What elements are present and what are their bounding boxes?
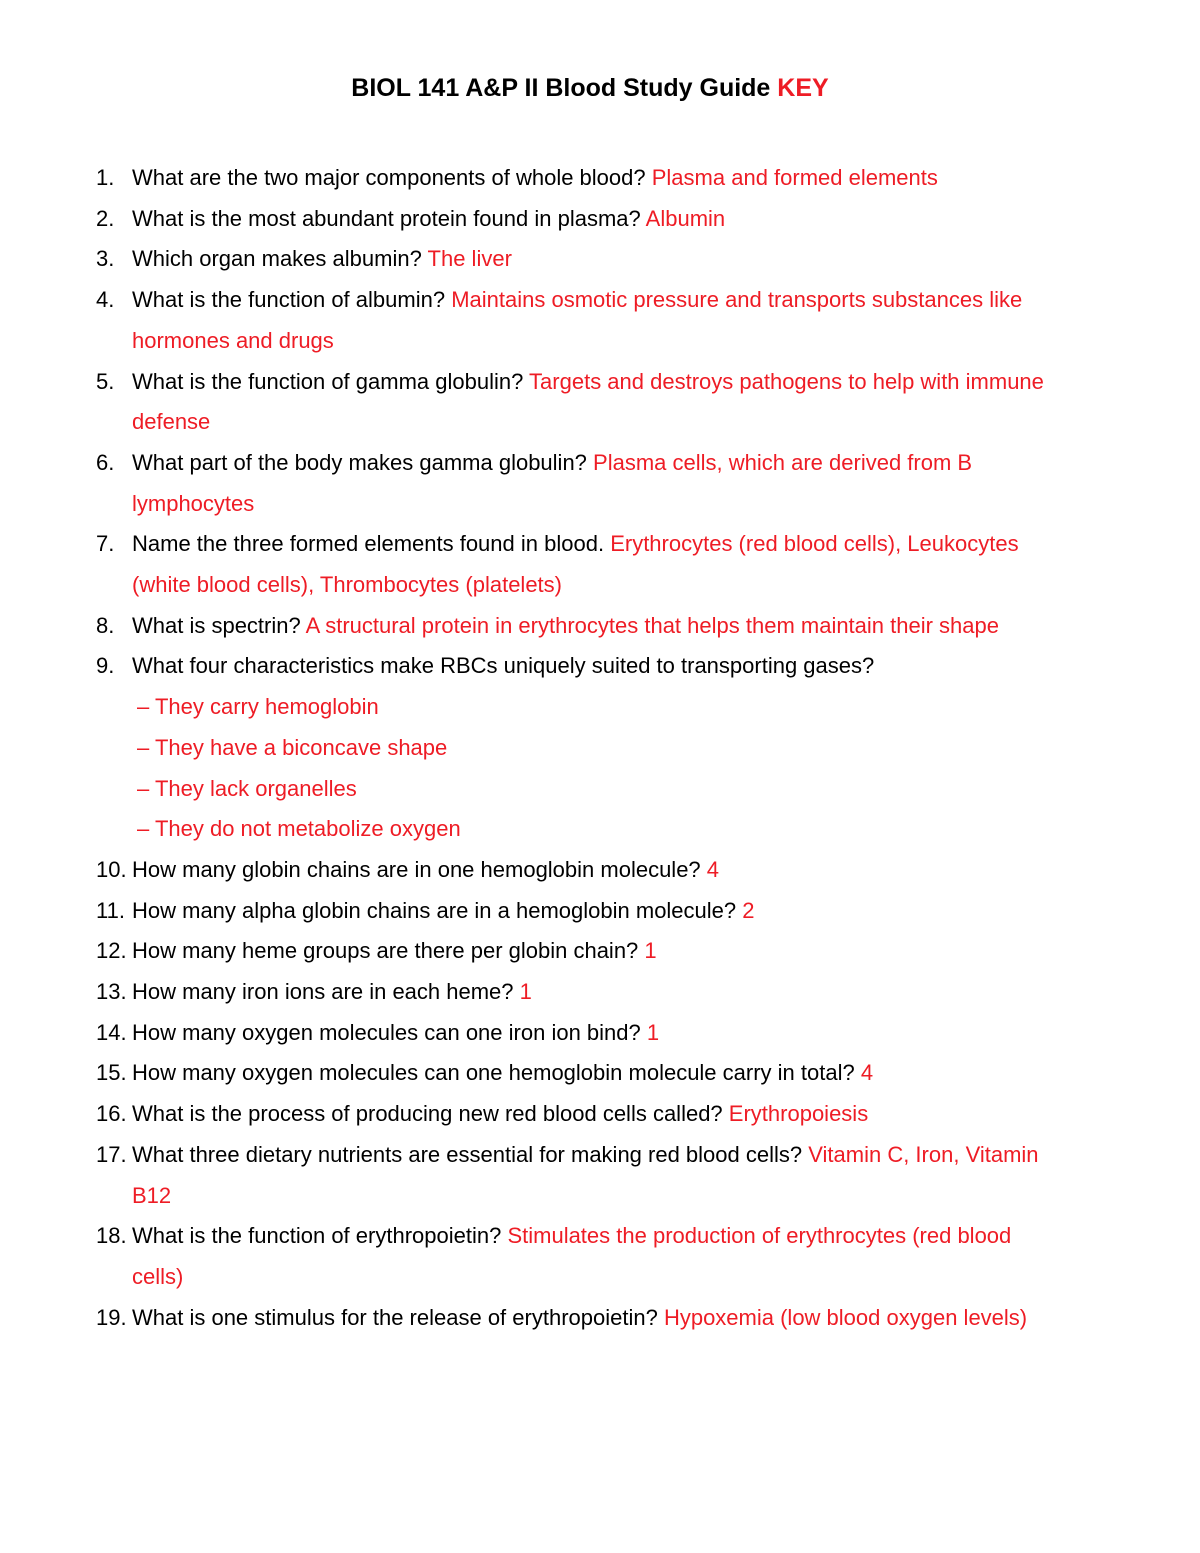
answer-text: Plasma cells, which are derived from B lymphocytes [132,449,973,516]
question-number: 5. [96,368,115,394]
question-text: What is the function of gamma globulin? [132,368,524,394]
question-item [0,1094,1052,1135]
title-text: BIOL 141 A&P II Blood Study Guide [351,74,771,102]
question-number: 10. [96,856,127,882]
answer-subitem: – They carry hemoglobin [137,694,379,720]
question-item [0,1216,1052,1297]
question-number: 17. [96,1141,127,1167]
answer-text: 2 [742,897,755,923]
question-number: 3. [96,246,115,272]
question-item [0,891,1052,932]
question-number: 9. [96,653,115,679]
answer-subitem: – They have a biconcave shape [137,734,448,760]
question-item [0,972,1052,1013]
question-item [0,1013,1052,1054]
question-text: What is the function of albumin? [132,287,446,313]
question-item [0,1135,1052,1216]
question-number: 4. [96,287,115,313]
question-number: 13. [96,979,127,1005]
answer-text: A structural protein in erythrocytes that helps them maintain their shape [305,612,999,638]
question-text: How many alpha globin chains are in a hemoglobin molecule? [132,897,737,923]
answer-text: Vitamin C, Iron, Vitamin B12 [132,1141,1039,1208]
answer-text: Erythropoiesis [728,1101,869,1127]
question-number: 15. [96,1060,127,1086]
answer-text: 1 [646,1019,660,1045]
question-text: How many oxygen molecules can one iron ion bind? [132,1019,641,1045]
question-number: 1. [96,165,115,190]
question-text: What is one stimulus for the release of erythropoietin? [132,1304,658,1330]
title-key-label: KEY [777,74,829,102]
question-number: 8. [96,612,115,638]
question-text: What is the process of producing new red blood cells called? [132,1101,723,1127]
question-item [0,931,1052,972]
question-text: What is spectrin? [132,612,301,638]
question-number: 11. [96,897,125,923]
question-item [0,524,1052,605]
question-item [0,1053,1052,1094]
answer-subitem: – They lack organelles [137,775,357,801]
question-item [0,850,1052,891]
question-text: What four characteristics make RBCs uniquely suited to transporting gases? [132,653,875,679]
question-item [0,606,1052,647]
question-item [0,239,1052,280]
question-text: What are the two major components of whole blood? [132,165,646,190]
question-text: What is the most abundant protein found in plasma? [132,205,641,231]
question-text: How many iron ions are in each heme? [132,979,514,1005]
question-text: What three dietary nutrients are essential for making red blood cells? [132,1141,803,1167]
answer-text: 1 [644,938,657,964]
answer-subitem: – They do not metabolize oxygen [137,816,461,842]
question-number: 16. [96,1101,127,1127]
answer-text: 4 [860,1060,874,1086]
answer-text: Maintains osmotic pressure and transports substances like hormones and drugs [132,287,1023,353]
question-item [0,1298,1052,1339]
question-item [0,280,1052,361]
answer-text: Targets and destroys pathogens to help with immune defense [132,368,1044,435]
question-number: 7. [96,531,115,557]
answer-text: The liver [427,246,512,272]
question-item [0,362,1052,443]
question-item [0,646,1052,850]
question-number: 14. [96,1019,127,1045]
answer-text: 1 [519,979,532,1005]
question-item [0,158,1052,199]
question-text: How many oxygen molecules can one hemoglobin molecule carry in total? [132,1060,855,1086]
question-text: What is the function of erythropoietin? [132,1223,502,1249]
answer-text: 4 [706,856,720,882]
question-number: 19. [96,1304,127,1330]
question-text: How many heme groups are there per globin chain? [132,938,639,964]
question-text: Name the three formed elements found in blood. [132,531,605,557]
question-number: 6. [96,449,115,475]
answer-text: Stimulates the production of erythrocytes (red blood cells) [132,1223,1012,1289]
question-text: What part of the body makes gamma globulin? [132,449,587,475]
document-title [0,70,1180,106]
question-list [0,158,1200,1338]
question-text: Which organ makes albumin? [132,246,422,272]
question-number: 12. [96,938,127,964]
question-number: 18. [96,1223,127,1249]
question-number: 2. [96,205,115,231]
answer-text: Albumin [645,205,726,231]
question-item [0,443,1052,524]
answer-text: Plasma and formed elements [651,165,938,190]
question-text: How many globin chains are in one hemoglobin molecule? [132,856,701,882]
answer-text: Erythrocytes (red blood cells), Leukocytes (white blood cells), Thrombocytes (platelets) [132,531,1019,598]
answer-text: Hypoxemia (low blood oxygen levels) [663,1304,1028,1330]
question-item [0,199,1052,240]
